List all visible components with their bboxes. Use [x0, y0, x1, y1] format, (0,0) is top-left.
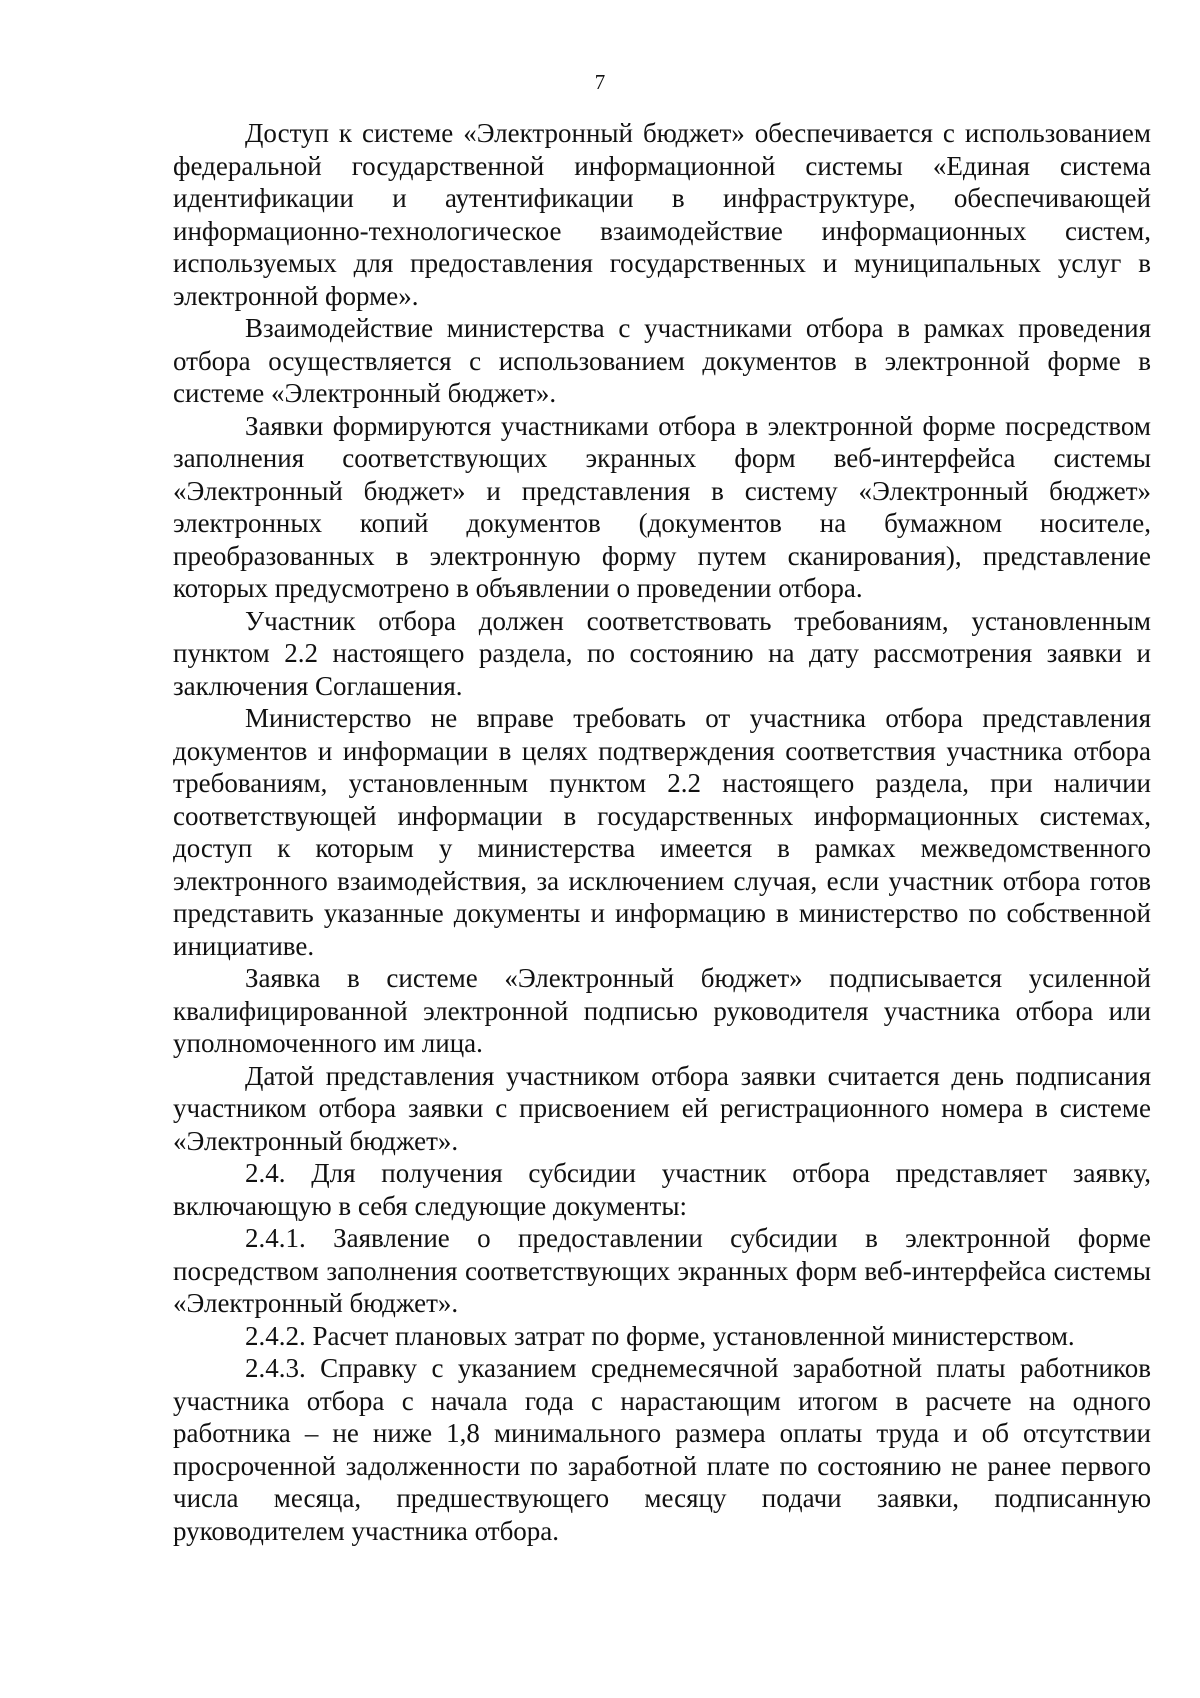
paragraph-applications-formation: Заявки формируются участниками отбора в электронной форме посредством заполнения соответствующих экранных форм веб-интерфейса системы «Электронный бюджет» и представления в систему «Электронный бюджет» электронных копий документов (документов на бумажном носителе, преобразованных в электронную форму путем сканирования), представление которых предусмотрено в объявлении о проведении отбора. — [173, 410, 1151, 603]
paragraph-application-signature: Заявка в системе «Электронный бюджет» подписывается усиленной квалифицированной электронной подписью руководителя участника отбора или уполномоченного им лица. — [173, 963, 1151, 1058]
paragraph-2-4: 2.4. Для получения субсидии участник отбора представляет заявку, включающую в себя следующие документы: — [173, 1158, 1151, 1221]
paragraph-access-electronic-budget: Доступ к системе «Электронный бюджет» обеспечивается с использованием федеральной государственной информационной системы «Единая система идентификации и аутентификации в инфраструктуре, обеспечивающей информационно-технологическое взаимодействие информационных систем, используемых для предоставления государственных и муниципальных услуг в электронной форме». — [173, 118, 1151, 311]
page-number: 7 — [594, 70, 606, 94]
paragraph-participant-requirements: Участник отбора должен соответствовать требованиям, установленным пунктом 2.2 настоящего раздела, по состоянию на дату рассмотрения заявки и заключения Соглашения. — [173, 605, 1151, 701]
paragraph-ministry-not-entitled: Министерство не вправе требовать от участника отбора представления документов и информации в целях подтверждения соответствия участника отбора требованиям, установленным пунктом 2.2 настоящего раздела, при наличии соответствующей информации в государственных информационных системах, доступ к которым у министерства имеется в рамках межведомственного электронного взаимодействия, за исключением случая, если участник отбора готов представить указанные документы и информацию в министерство по собственной инициативе. — [173, 703, 1151, 961]
paragraph-2-4-2: 2.4.2. Расчет плановых затрат по форме, установленной министерством. — [245, 1320, 1075, 1351]
paragraph-2-4-1: 2.4.1. Заявление о предоставлении субсидии в электронной форме посредством заполнения соответствующих экранных форм веб-интерфейса системы «Электронный бюджет». — [173, 1223, 1151, 1318]
paragraph-ministry-interaction: Взаимодействие министерства с участниками отбора в рамках проведения отбора осуществляется с использованием документов в электронной форме в системе «Электронный бюджет». — [173, 313, 1151, 408]
document-body — [173, 117, 1151, 1547]
paragraph-2-4-3: 2.4.3. Справку с указанием среднемесячной заработной платы работников участника отбора с начала года с нарастающим итогом в расчете на одного работника – не ниже 1,8 минимального размера оплаты труда и об отсутствии просроченной задолженности по заработной плате по состоянию не ранее первого числа месяца, предшествующего месяцу подачи заявки, подписанную руководителем участника отбора. — [173, 1353, 1151, 1546]
paragraph-submission-date: Датой представления участником отбора заявки считается день подписания участником отбора заявки с присвоением ей регистрационного номера в системе «Электронный бюджет». — [173, 1060, 1151, 1156]
